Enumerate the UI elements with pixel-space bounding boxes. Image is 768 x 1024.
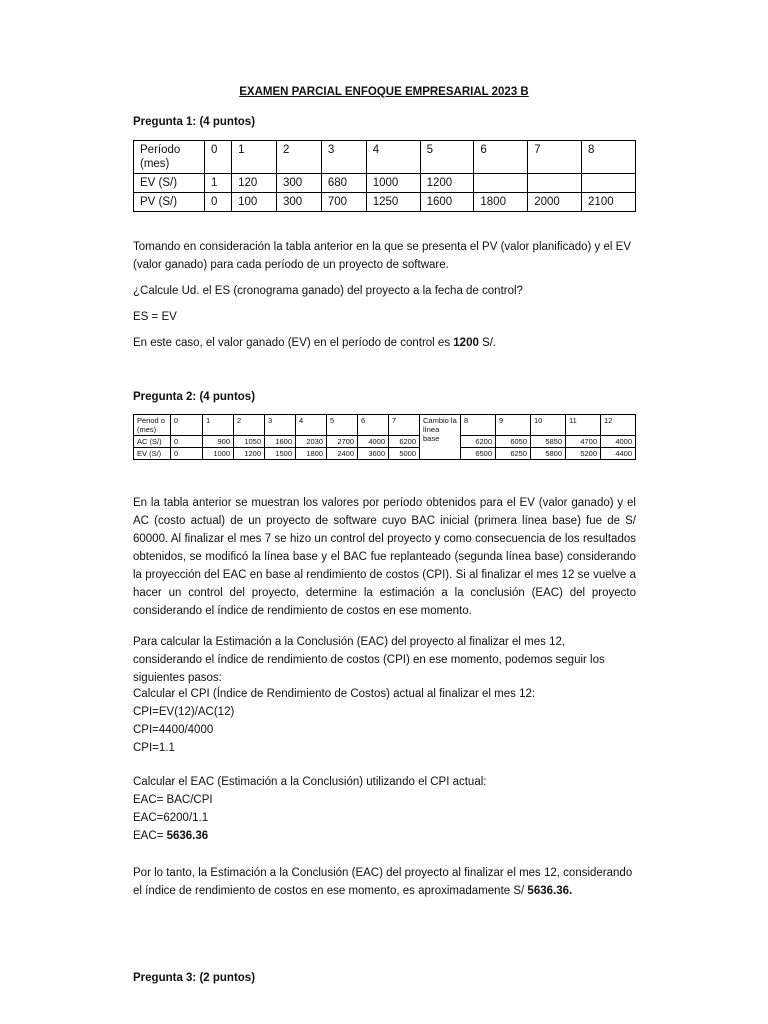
question-1-prompt: ¿Calcule Ud. el ES (cronograma ganado) del proyecto a la fecha de control? [133,285,523,297]
table-cell: 5200 [566,448,601,460]
table-cell: 300 [276,193,321,212]
table-cell: 10 [531,415,566,436]
table-cell: Período (mes) [134,141,205,174]
table-cell: 1800 [296,448,327,460]
table-cell: 9 [496,415,531,436]
table-cell: 6200 [389,436,420,448]
table-cell: 1600 [265,436,296,448]
table-cell: 2030 [296,436,327,448]
table-cell: 1200 [420,174,474,193]
table-cell: 5800 [531,448,566,460]
table-cell: 7 [528,141,582,174]
table-cell: 5 [420,141,474,174]
question-2-heading: Pregunta 2: (4 puntos) [133,391,256,403]
table-cell: 2 [234,415,265,436]
table-cell: 6200 [461,436,496,448]
table-cell: 1050 [234,436,265,448]
table-cell: PV (S/) [134,193,205,212]
table-cell: 0 [171,415,203,436]
table-row [134,174,636,193]
table-cell: 0 [171,436,203,448]
table-cell: 700 [321,193,366,212]
table-cell: Cambio la línea base [420,415,461,460]
eac-result [133,830,208,842]
table-cell: Period o (mes) [134,415,171,436]
conclusion-value: 5636.36. [527,885,573,897]
question-2-conclusion [133,864,636,900]
table-cell: EV (S/) [134,174,205,193]
eac-label: EAC= [133,830,167,842]
answer-text: En este caso, el valor ganado (EV) en el período de control es [133,337,454,349]
table-cell: 1 [203,415,234,436]
table-cell: 6 [358,415,389,436]
question-3-heading: Pregunta 3: (2 puntos) [133,972,256,984]
table-cell: 11 [566,415,601,436]
table-cell: 3 [321,141,366,174]
table-cell: 0 [171,448,203,460]
table-cell: 6 [474,141,528,174]
eac-value: 5636.36 [166,830,209,842]
table-cell: 7 [389,415,420,436]
table-cell: 100 [232,193,277,212]
question-2-context: En la tabla anterior se muestran los valores por período obtenidos para el EV (valor ganado) y el AC (costo actual) de un proyecto de software cuyo BAC inicial (primera línea base) fue de S/ 60000. Al finalizar el mes 7 se hizo un control del proyecto y como consecuencia de los resultados obtenidos, se modificó la línea base y el BAC fue replanteado (segunda línea base) considerando la proyección del EAC en base al rendimiento de costos (CPI). Si al finalizar el mes 12 se vuelve a hacer un control del proyecto, determine la estimación a la conclusión (EAC) del proyecto considerando el índice de rendimiento de costos en ese momento. [133,497,636,617]
table-cell: 1250 [366,193,420,212]
table-row [134,415,636,436]
table-cell: 6500 [461,448,496,460]
table-cell [528,174,582,193]
table-cell: 2100 [582,193,636,212]
table-cell: 1800 [474,193,528,212]
table-cell: 2400 [327,448,358,460]
cpi-intro: Calcular el CPI (Índice de Rendimiento de Costos) actual al finalizar el mes 12: [133,688,536,700]
table-cell: 2000 [528,193,582,212]
table-cell: 5000 [389,448,420,460]
table-cell: 12 [601,415,636,436]
table-cell: 3 [265,415,296,436]
eac-intro: Calcular el EAC (Estimación a la Conclusión) utilizando el CPI actual: [133,776,487,788]
table-cell: 300 [276,174,321,193]
table-cell: 4700 [566,436,601,448]
question-1-heading: Pregunta 1: (4 puntos) [133,116,256,128]
question-1-formula: ES = EV [133,311,177,323]
table-cell: 4 [366,141,420,174]
table-row [134,141,636,174]
answer-value: 1200 [453,337,479,349]
table-cell: 1 [232,141,277,174]
table-cell [474,174,528,193]
table-cell: 8 [582,141,636,174]
question-2-table [133,414,636,460]
answer-unit: S/. [478,337,497,349]
table-cell: 4 [296,415,327,436]
table-cell: 8 [461,415,496,436]
table-cell: 1000 [203,448,234,460]
table-cell: 5 [327,415,358,436]
question-1-context: Tomando en consideración la tabla anterior en la que se presenta el PV (valor planificado) y el EV (valor ganado) para cada período de un proyecto de software. [133,241,631,271]
cpi-result: CPI=1.1 [133,742,175,754]
conclusion-text: Por lo tanto, la Estimación a la Conclusión (EAC) del proyecto al finalizar el mes 12, considerando el índice de rendimiento de costos en ese momento, es aproximadamente S/ [133,867,633,897]
table-cell: EV (S/) [134,448,171,460]
table-cell: 6050 [496,436,531,448]
table-cell: 0 [205,141,232,174]
table-cell: 1500 [265,448,296,460]
table-cell: 1200 [234,448,265,460]
table-row [134,436,636,448]
table-cell: 1600 [420,193,474,212]
question-2-method: Para calcular la Estimación a la Conclusión (EAC) del proyecto al finalizar el mes 12, considerando el índice de rendimiento de costos (CPI) en ese momento, podemos seguir los siguientes pasos: [133,636,605,684]
table-cell [582,174,636,193]
table-row [134,448,636,460]
table-cell: 4400 [601,448,636,460]
table-cell: 4000 [358,436,389,448]
table-cell: 900 [203,436,234,448]
table-cell: 6250 [496,448,531,460]
table-cell: 680 [321,174,366,193]
table-row [134,193,636,212]
question-1-table [133,140,636,212]
table-cell: 0 [205,193,232,212]
table-cell: 120 [232,174,277,193]
question-1-answer [133,337,496,349]
table-cell: AC (S/) [134,436,171,448]
table-cell: 1000 [366,174,420,193]
table-cell: 5850 [531,436,566,448]
eac-substitution: EAC=6200/1.1 [133,812,209,824]
table-cell: 1 [205,174,232,193]
eac-formula: EAC= BAC/CPI [133,794,213,806]
cpi-formula: CPI=EV(12)/AC(12) [133,706,235,718]
table-cell: 2700 [327,436,358,448]
table-cell: 2 [276,141,321,174]
table-cell: 4000 [601,436,636,448]
cpi-substitution: CPI=4400/4000 [133,724,214,736]
table-cell: 3600 [358,448,389,460]
exam-title: EXAMEN PARCIAL ENFOQUE EMPRESARIAL 2023 B [239,86,529,98]
